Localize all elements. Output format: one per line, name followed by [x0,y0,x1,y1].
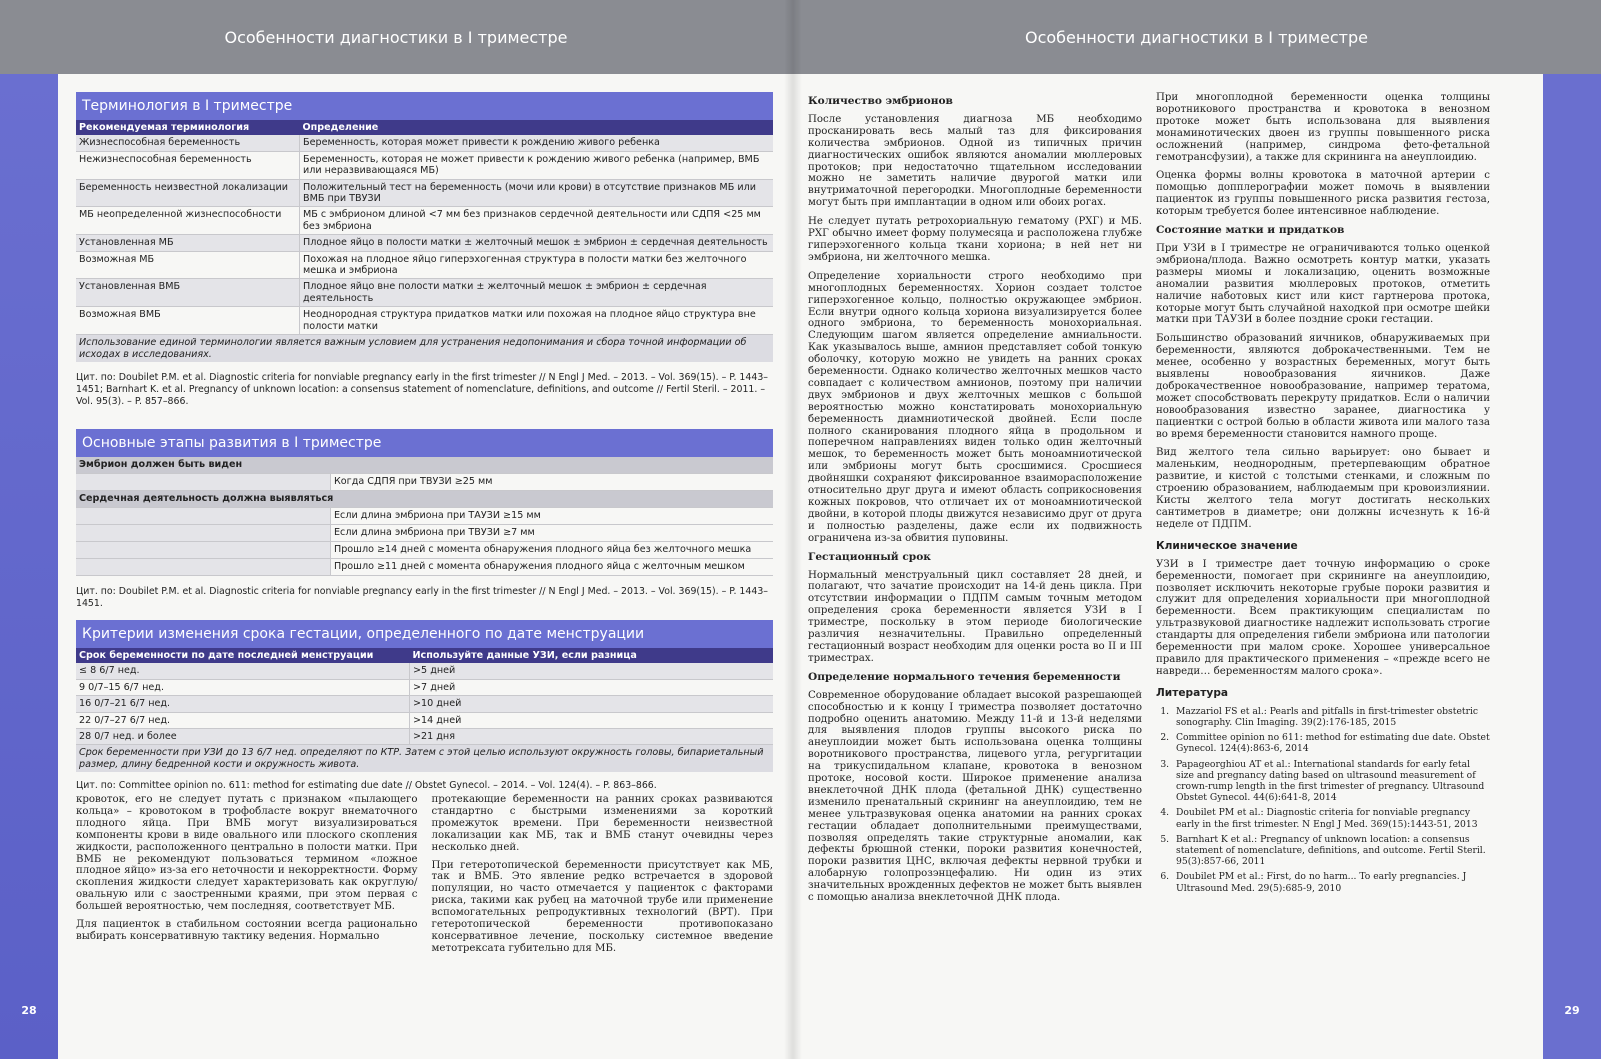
stages-group-row [76,457,773,474]
criteria-header-row [76,648,773,663]
term-cell: Установленная МБ [76,235,300,251]
left-page [0,0,792,1059]
paragraph: Современное оборудование обладает высокой разрешающей способностью и к концу I триместра позволяет достаточно подробно оценить анатомию. Между 11-й и 13-й неделями для выявления плодов группы высокого риска по анеуплоидии может быть использована оценка толщины воротникового пространства, лицевого угла, регургитации на трикуспидальном клапане, кровотока в венозном протоке, носовой кости. Широкое применение анализа внеклеточной ДНК плода (фетальной ДНК) существенно изменило пренатальный скрининг на анеуплоидию, тем не менее ультразвуковая оценка анатомии на ранних сроках гестации обладает дополнительными преимуществами, позволяя определять такие структурные аномалии, как дефекты брюшной стенки, пороки развития конечностей, пороки развития ЦНС, включая дефекты нервной трубки и алобарную голопрозэнцефалию. Ни один из этих значительных врожденных дефектов не может быть выявлен с помощью анализа внеклеточной ДНК плода. [808,689,1142,904]
stage-cell: Прошло ≥14 дней с момента обнаружения плодного яйца без желточного мешка [331,542,774,559]
paragraph: Для пациенток в стабильном состоянии всегда рационально выбирать консервативную тактику ведения. Нормально [76,919,418,942]
paragraph: Вид желтого тела сильно варьирует: оно бывает и маленьким, неоднородным, претерпевающим обратное развитие, и кистой с толстыми стенками, и сложным по строению образованием, наблюдаемым при кровоизлиянии. Кисты желтого тела могут достигать нескольких сантиметров в диаметре; они должны исчезнуть к 16-й неделе от ПДПМ. [1156,447,1490,530]
reference-item: 2. Committee opinion no 611: method for estimating due date. Obstet Gynecol. 124(4):863-6, 2014 [1172,732,1490,754]
term-cell: МБ неопределенной жизнеспособности [76,207,300,235]
table-row [76,207,773,235]
terminology-header-row [76,120,773,135]
definition-cell: Беременность, которая не может привести к рождению живого ребенка (например, ВМБ или неразвивающаяся МБ) [300,151,774,179]
table-row [76,542,773,559]
table-row [76,696,773,712]
value-cell: >10 дней [410,696,774,712]
right-edge-band [1543,74,1601,1059]
terminology-col1-header: Рекомендуемая терминология [76,120,300,135]
terminology-citation: Цит. по: Doubilet P.M. et al. Diagnostic criteria for nonviable pregnancy early in the first trimester // N Engl J Med. – 2013. – Vol. 369(15). – P. 1443–1451; Barnhart K. et al. Pregnancy of unknown location: a consensus statement of nomenclature, definitions, and outcome // Fertil Steril. – 2011. – Vol. 95(3). – P. 857–866. [76,371,768,407]
term-cell: 28 0/7 нед. и более [76,728,410,744]
criteria-col2-header: Используйте данные УЗИ, если разница [410,648,774,663]
right-col2 [1156,92,1490,911]
right-content [808,92,1490,911]
table-row [76,559,773,576]
paragraph: При многоплодной беременности оценка толщины воротникового пространства и кровотока в венозном протоке может быть использована для выявления монаминотических двоен из группы повышенного риска осложнений (например, синдрома фето-фетальной гемотрансфузии), а также для скрининга на анеуплоидию. [1156,92,1490,163]
paragraph: Оценка формы волны кровотока в маточной артерии с помощью допплерографии может помочь в выявлении пациенток из группы повышенного риска развития гестоза, которым требуется более интенсивное наблюдение. [1156,170,1490,218]
stage-cell: Если длина эмбриона при ТВУЗИ ≥7 мм [331,525,774,542]
reference-item: 4. Doubilet PM et al.: Diagnostic criteria for nonviable pregnancy early in the first trimester. N Engl J Med. 369(15):1443-51, 2013 [1172,807,1490,829]
section-heading: Определение нормального течения беременности [808,670,1121,683]
stages-table [76,457,773,576]
blank-cell [76,508,331,525]
terminology-col2-header: Определение [300,120,774,135]
paragraph: протекающие беременности на ранних сроках развиваются стандартно с быстрыми изменениями за короткий промежуток времени. При беременности неизвестной локализации как МБ, так и ВМБ станут очевидны через несколько дней. [431,794,773,853]
left-body-col2 [432,794,774,961]
blank-cell [76,542,331,559]
table-row [76,508,773,525]
terminology-note: Использование единой терминологии является важным условием для устранения недопонимания и сбора точной информации об исходах в исследованиях. [76,335,773,362]
stages-title: Основные этапы развития в I триместре [76,429,773,457]
paragraph: Не следует путать ретрохориальную гематому (РХГ) и МБ. РХГ обычно имеет форму полумесяца и расположена глубже гиперэхогенного кольца ткани хориона; в ней нет ни эмбриона, ни желточного мешка. [808,216,1142,263]
table-row [76,235,773,251]
reference-item: 5. Barnhart K et al.: Pregnancy of unknown location: a consensus statement of nomenclature, definitions, and outcome. Fertil Steril. 95(3):857-66, 2011 [1172,834,1490,868]
section-heading: Гестационный срок [808,550,931,563]
reference-item: 6. Doubilet PM et al.: First, do no harm... To early pregnancies. J Ultrasound Med. 29(5):685-9, 2010 [1172,871,1490,893]
term-cell: Нежизнеспособная беременность [76,151,300,179]
paragraph: После установления диагноза МБ необходимо просканировать весь малый таз для фиксирования количества эмбрионов. Одной из типичных причин диагностических ошибок являются аномалии мюллеровых протоков; при недостаточно тщательном исследовании можно не заметить наличие двурогой матки или внутриматочной перегородки. Многоплодные беременности могут быть при имплантации в одном или обоих рогах. [808,113,1142,209]
criteria-table [76,648,773,745]
table-row [76,712,773,728]
left-body-col1 [76,794,418,961]
criteria-note: Срок беременности при УЗИ до 13 6/7 нед. определяют по КТР. Затем с этой целью используют окружность головы, бипариетальный размер, длину бедренной кости и окружность живота. [76,745,773,772]
stage-cell: Если длина эмбриона при ТАУЗИ ≥15 мм [331,508,774,525]
terminology-box [76,92,773,407]
table-row [76,251,773,279]
table-row [76,135,773,151]
stage-cell: Прошло ≥11 дней с момента обнаружения плодного яйца с желточным мешком [331,559,774,576]
value-cell: >21 дня [410,728,774,744]
definition-cell: Похожая на плодное яйцо гиперэхогенная структура в полости матки без желточного мешка и эмбриона [300,251,774,279]
terminology-table [76,120,773,335]
term-cell: 22 0/7–27 6/7 нед. [76,712,410,728]
paragraph: УЗИ в I триместре дает точную информацию о сроке беременности, помогает при скрининге на анеуплоидию, позволяет исключить некоторые грубые пороки развития и служит для определения хориальности при многоплодной беременности. Всем практикующим специалистам по ультразвуковой диагностике надлежит использовать строгие стандарты для определения гибели эмбриона или патологии беременности при малом сроке. Хорошее универсальное правило для практического применения – «прежде всего не навреди… беременностям малого срока». [1156,558,1490,677]
table-row [76,728,773,744]
book-gutter [784,0,802,1059]
criteria-box [76,620,773,792]
right-page [792,0,1601,1059]
section-heading: Количество эмбрионов [808,95,953,107]
stages-citation: Цит. по: Doubilet P.M. et al. Diagnostic criteria for nonviable pregnancy early in the first trimester // N Engl J Med. – 2013. – Vol. 369(15). – P. 1443–1451. [76,586,768,610]
term-cell: Беременность неизвестной локализации [76,179,300,207]
blank-cell [76,559,331,576]
paragraph: При УЗИ в I триместре не ограничиваются только оценкой эмбриона/плода. Важно осмотреть контур матки, указать размеры миомы и локализацию, оценить возможные аномалии развития мюллеровых протоков, отметить наличие наботовых кист или кист гартнерова протока, которые могут быть случайной находкой при осмотре шейки матки при ТАУЗИ в более поздние сроки гестации. [1156,242,1490,326]
definition-cell: МБ с эмбрионом длиной <7 мм без признаков сердечной деятельности или СДПЯ <25 мм без эмбриона [300,207,774,235]
definition-cell: Неоднородная структура придатков матки или похожая на плодное яйцо структура вне полости матки [300,307,774,335]
stages-box [76,429,773,610]
paragraph: Большинство образований яичников, обнаруживаемых при беременности, являются доброкачественными. Тем не менее, особенно у возрастных беременных, могут быть выявлены новообразования яичников. Даже доброкачественное новообразование, например тератома, может способствовать перекруту придатков. Если о наличии новообразования известно заранее, диагностика у пациентки с острой болью в области живота или малого таза во время беременности становится намного проще. [1156,333,1490,440]
references-heading: Литература [1156,686,1229,699]
value-cell: >5 дней [410,663,774,679]
paragraph: При гетеротопической беременности присутствует как МБ, так и ВМБ. Это явление редко встречается в здоровой популяции, но часто отмечается у пациенток с факторами риска, такими как рубец на маточной трубе или применение вспомогательных репродуктивных технологий (ВРТ). При гетеротопической беременности противопоказано консервативное лечение, поскольку системное введение метотрексата губительно для МБ. [431,859,773,954]
table-row [76,679,773,695]
definition-cell: Плодное яйцо вне полости матки ± желточный мешок ± эмбрион ± сердечная деятельность [300,279,774,307]
stages-group-row [76,491,773,508]
term-cell: 9 0/7–15 6/7 нед. [76,679,410,695]
term-cell: Жизнеспособная беременность [76,135,300,151]
value-cell: >14 дней [410,712,774,728]
left-content [76,92,773,792]
reference-item: 1. Mazzariol FS et al.: Pearls and pitfalls in first-trimester obstetric sonography. Clin Imaging. 39(2):176-185, 2015 [1172,706,1490,728]
value-cell: >7 дней [410,679,774,695]
table-row [76,307,773,335]
blank-cell [76,525,331,542]
definition-cell: Плодное яйцо в полости матки ± желточный мешок ± эмбрион ± сердечная деятельность [300,235,774,251]
right-page-header: Особенности диагностики в I триместре [792,0,1601,74]
criteria-citation: Цит. по: Committee opinion no. 611: method for estimating due date // Obstet Gynecol. – 2014. – Vol. 124(4). – P. 863–866. [76,780,657,792]
table-row [76,663,773,679]
right-col1 [808,92,1142,911]
left-body-text [76,794,773,961]
term-cell: Возможная ВМБ [76,307,300,335]
table-row [76,151,773,179]
term-cell: Возможная МБ [76,251,300,279]
references-list [1156,706,1490,894]
table-row [76,474,773,491]
section-heading: Клиническое значение [1156,539,1298,552]
stages-group-label: Эмбрион должен быть виден [76,457,773,474]
term-cell: ≤ 8 6/7 нед. [76,663,410,679]
term-cell: Установленная ВМБ [76,279,300,307]
criteria-title: Критерии изменения срока гестации, определенного по дате менструации [76,620,773,648]
term-cell: 16 0/7–21 6/7 нед. [76,696,410,712]
table-row [76,279,773,307]
section-heading: Состояние матки и придатков [1156,224,1345,237]
right-page-number: 29 [1564,1004,1580,1017]
definition-cell: Положительный тест на беременность (мочи или крови) в отсутствие признаков МБ или ВМБ при ТВУЗИ [300,179,774,207]
table-row [76,179,773,207]
stage-cell: Когда СДПЯ при ТВУЗИ ≥25 мм [331,474,774,491]
reference-item: 3. Papageorghiou AT et al.: International standards for early fetal size and pregnancy dating based on ultrasound measurement of crown-rump length in the first trimester of pregnancy. Ultrasound Obstet Gynecol. 44(6):641-8, 2014 [1172,759,1490,804]
paragraph: Нормальный менструальный цикл составляет 28 дней, и полагают, что зачатие происходит на 14-й день цикла. При отсутствии информации о ПДПМ самым точным методом определения срока беременности является УЗИ в I триместре, поскольку в этом периоде биологические различия незначительны. Правильно определенный гестационный возраст необходим для оценки роста во II и III триместрах. [808,569,1142,664]
stages-group-label: Сердечная деятельность должна выявляться [76,491,773,508]
criteria-col1-header: Срок беременности по дате последней менструации [76,648,410,663]
table-row [76,525,773,542]
left-page-header: Особенности диагностики в I триместре [0,0,792,74]
definition-cell: Беременность, которая может привести к рождению живого ребенка [300,135,774,151]
terminology-title: Терминология в I триместре [76,92,773,120]
paragraph: кровоток, его не следует путать с признаком «пылающего кольца» – кровотоком в трофобласте вокруг внематочного плодного яйца. При ВМБ могут визуализироваться компоненты крови в виде овального или плоского скопления жидкости, расположенного центрально в полости матки. При ВМБ не рекомендуют пользоваться термином «ложное плодное яйцо» из-за его неточности и некорректности. Форму скопления жидкости следует характеризовать как округлую/овальную или с заостренными краями, при этом первая с большей вероятностью, чем последняя, соответствует МБ. [76,794,418,913]
left-edge-band [0,74,58,1059]
paragraph: Определение хориальности строго необходимо при многоплодных беременностях. Хорион создает толстое гиперэхогенное кольцо, полностью окружающее эмбрион. Если внутри одного кольца хориона визуализируется более одного эмбриона, то беременность монохориальная. Следующим шагом является определение амниальности. Как указывалось выше, амнион представляет собой тонкую оболочку, которую можно не увидеть на ранних сроках беременности. Однако количество желточных мешков часто совпадает с количеством амнионов, поэтому при наличии двух эмбрионов и двух желточных мешков с большой вероятностью можно констатировать монохориальную беременность диамниотической двойней. Если после полного сканирования плодного яйца в продольном и поперечном направлениях виден только один желточный мешок, то беременность может быть моноамниотической или эмбрионы могут быть сросшимися. Сросшиеся двойняшки сохраняют фиксированное взаиморасположение относительно друг друга и имеют область соприкосновения кожных покровов, что отличает их от моноамниотической двойни, в которой плоды движутся независимо друг от друга и полностью разделены, даже если их подвижность ограничена из-за обвития пуповины. [808,270,1142,544]
blank-cell [76,474,331,491]
left-page-number: 28 [21,1004,37,1017]
